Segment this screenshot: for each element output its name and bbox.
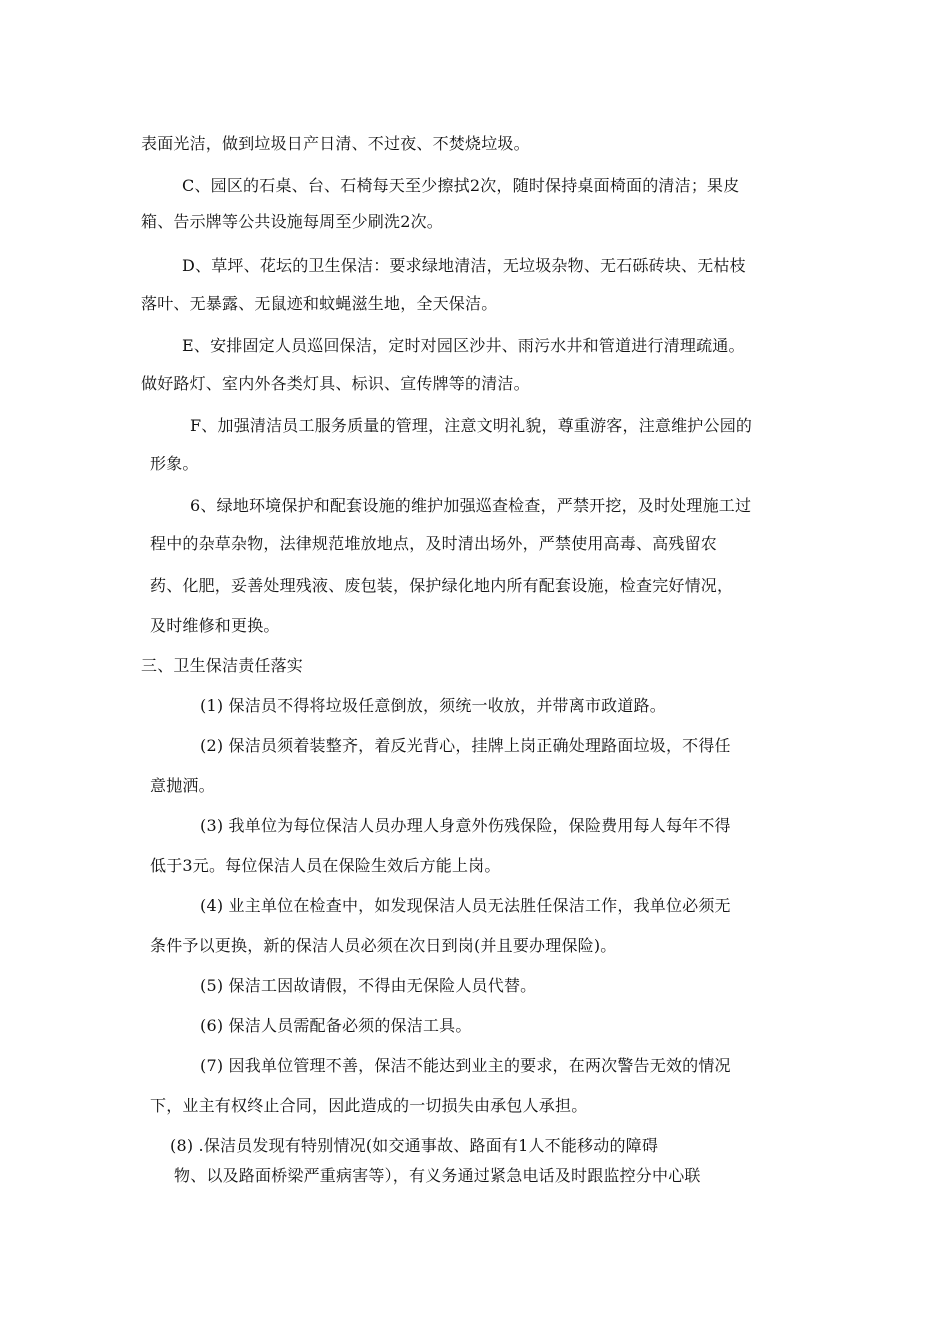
text-line: 形象。 bbox=[150, 454, 199, 473]
text-line: (5) 保洁工因故请假，不得由无保险人员代替。 bbox=[200, 976, 537, 995]
text-line: 表面光洁，做到垃圾日产日清、不过夜、不焚烧垃圾。 bbox=[141, 134, 530, 153]
text-line: 低于3元。每位保洁人员在保险生效后方能上岗。 bbox=[150, 856, 501, 875]
text-line: E、安排固定人员巡回保洁，定时对园区沙井、雨污水井和管道进行清理疏通。 bbox=[182, 336, 745, 355]
text-line: (2) 保洁员须着装整齐，着反光背心，挂牌上岗正确处理路面垃圾，不得任 bbox=[200, 736, 731, 755]
text-line: (3) 我单位为每位保洁人员办理人身意外伤残保险，保险费用每人每年不得 bbox=[200, 816, 731, 835]
text-line: 意抛洒。 bbox=[150, 776, 215, 795]
text-line: 及时维修和更换。 bbox=[150, 616, 280, 635]
text-line: 程中的杂草杂物，法律规范堆放地点，及时清出场外，严禁使用高毒、高残留农 bbox=[150, 534, 718, 553]
text-line: 落叶、无暴露、无鼠迹和蚊蝇滋生地，全天保洁。 bbox=[141, 294, 498, 313]
section-heading: 三、卫生保洁责任落实 bbox=[141, 656, 304, 675]
text-line: (4) 业主单位在检查中，如发现保洁人员无法胜任保洁工作，我单位必须无 bbox=[200, 896, 731, 915]
text-line: 箱、告示牌等公共设施每周至少刷洗2次。 bbox=[141, 212, 443, 231]
text-line: 条件予以更换，新的保洁人员必须在次日到岗(并且要办理保险)。 bbox=[150, 936, 617, 955]
text-line: (8) .保洁员发现有特别情况(如交通事故、路面有1人不能移动的障碍 bbox=[170, 1136, 659, 1155]
text-line: 6、绿地环境保护和配套设施的维护加强巡查检查，严禁开挖，及时处理施工过 bbox=[190, 496, 752, 515]
text-line: (7) 因我单位管理不善，保洁不能达到业主的要求，在两次警告无效的情况 bbox=[200, 1056, 731, 1075]
text-line: (1) 保洁员不得将垃圾任意倒放，须统一收放，并带离市政道路。 bbox=[200, 696, 666, 715]
text-line: 药、化肥，妥善处理残液、废包装，保护绿化地内所有配套设施，检查完好情况， bbox=[150, 576, 734, 595]
text-line: 下，业主有权终止合同，因此造成的一切损失由承包人承担。 bbox=[150, 1096, 588, 1115]
text-line: C、园区的石桌、台、石椅每天至少擦拭2次，随时保持桌面椅面的清洁；果皮 bbox=[182, 176, 740, 195]
text-line: 物、以及路面桥梁严重病害等），有义务通过紧急电话及时跟监控分中心联 bbox=[174, 1166, 701, 1185]
text-line: F、加强清洁员工服务质量的管理，注意文明礼貌，尊重游客，注意维护公园的 bbox=[190, 416, 753, 435]
text-line: D、草坪、花坛的卫生保洁：要求绿地清洁，无垃圾杂物、无石砾砖块、无枯枝 bbox=[182, 256, 746, 275]
text-line: 做好路灯、室内外各类灯具、标识、宣传牌等的清洁。 bbox=[141, 374, 530, 393]
text-line: (6) 保洁人员需配备必须的保洁工具。 bbox=[200, 1016, 472, 1035]
